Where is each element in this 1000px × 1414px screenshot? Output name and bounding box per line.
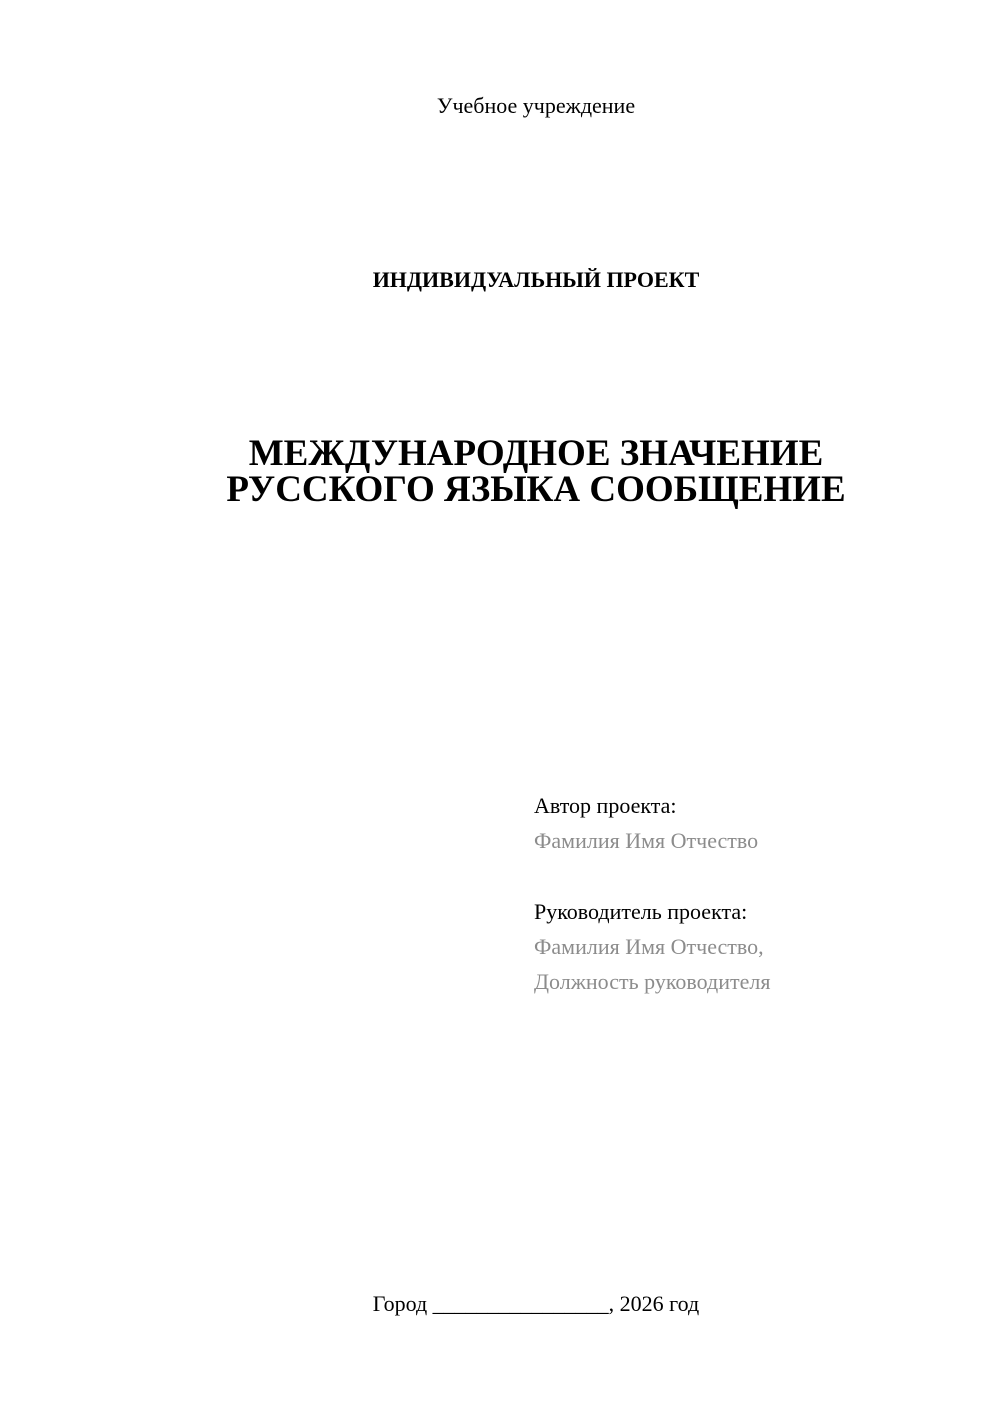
document-type: ИНДИВИДУАЛЬНЫЙ ПРОЕКТ xyxy=(372,267,700,292)
project-title xyxy=(0,433,1000,510)
project-title-line-1: МЕЖДУНАРОДНОЕ ЗНАЧЕНИЕ xyxy=(248,433,824,474)
author-name: Фамилия Имя Отчество xyxy=(534,828,759,853)
project-title-line-2: РУССКОГО ЯЗЫКА СООБЩЕНИЕ xyxy=(226,469,846,510)
supervisor-name: Фамилия Имя Отчество, xyxy=(534,934,764,959)
author-label: Автор проекта: xyxy=(534,793,677,818)
institution-name: Учебное учреждение xyxy=(436,93,636,118)
supervisor-label: Руководитель проекта: xyxy=(534,899,748,924)
supervisor-position: Должность руководителя xyxy=(534,969,771,994)
city-year-footer: Город ________________, 2026 год xyxy=(372,1291,700,1316)
project-info-block xyxy=(534,788,770,999)
